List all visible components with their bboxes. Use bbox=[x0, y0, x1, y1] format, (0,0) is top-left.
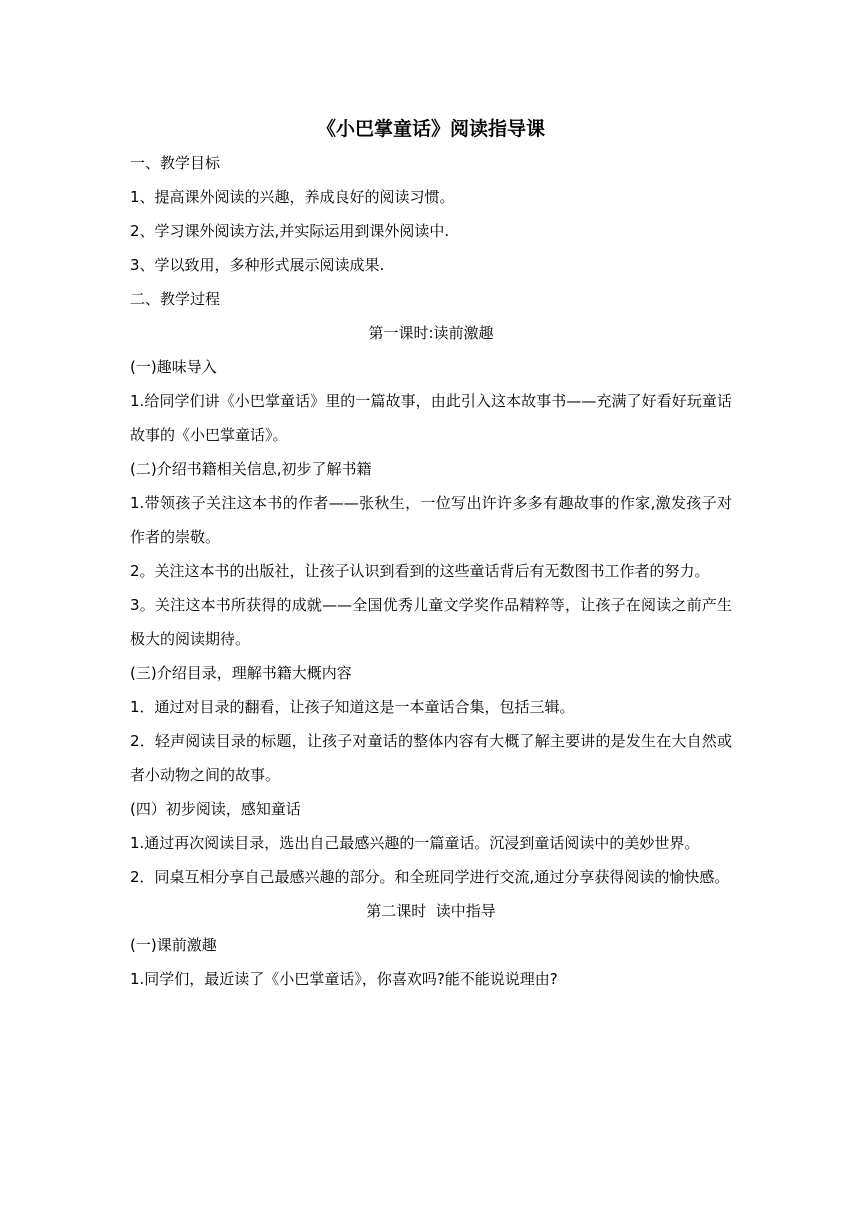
objective-item-1: 1、提高课外阅读的兴趣，养成良好的阅读习惯。 bbox=[130, 188, 455, 206]
paragraph: 2．轻声阅读目录的标题，让孩子对童话的整体内容有大概了解主要讲的是发生在大自然或者小动物之间的故事。 bbox=[130, 732, 732, 784]
paragraph: 1.同学们，最近读了《小巴掌童话》，你喜欢吗?能不能说说理由? bbox=[130, 970, 558, 988]
section-heading-objectives: 一、教学目标 bbox=[130, 154, 221, 172]
objective-item-2: 2、学习课外阅读方法,并实际运用到课外阅读中. bbox=[130, 222, 450, 240]
document-title: 《小巴掌童话》阅读指导课 bbox=[316, 118, 545, 140]
paragraph: 3。关注这本书所获得的成就——全国优秀儿童文学奖作品精粹等，让孩子在阅读之前产生极大的阅读期待。 bbox=[130, 596, 732, 648]
paragraph: 1.通过再次阅读目录，选出自己最感兴趣的一篇童话。沉浸到童话阅读中的美妙世界。 bbox=[130, 834, 700, 852]
lesson-heading-2: 第二课时 读中指导 bbox=[366, 902, 496, 920]
subsection-heading: (一)课前激趣 bbox=[130, 936, 217, 954]
paragraph: 1．通过对目录的翻看，让孩子知道这是一本童话合集，包括三辑。 bbox=[130, 698, 575, 716]
paragraph: 2．同桌互相分享自己最感兴趣的部分。和全班同学进行交流,通过分享获得阅读的愉快感。 bbox=[130, 868, 730, 886]
subsection-heading: (三)介绍目录，理解书籍大概内容 bbox=[130, 664, 352, 682]
document-page bbox=[130, 112, 732, 996]
lesson-heading-1: 第一课时:读前激趣 bbox=[368, 324, 494, 342]
paragraph: 1.给同学们讲《小巴掌童话》里的一篇故事，由此引入这本故事书——充满了好看好玩童话故事的《小巴掌童话》。 bbox=[130, 392, 732, 444]
paragraph: 2。关注这本书的出版社，让孩子认识到看到的这些童话背后有无数图书工作者的努力。 bbox=[130, 562, 710, 580]
section-heading-process: 二、教学过程 bbox=[130, 290, 221, 308]
objective-item-3: 3、学以致用，多种形式展示阅读成果. bbox=[130, 256, 385, 274]
subsection-heading: (一)趣味导入 bbox=[130, 358, 217, 376]
subsection-heading: (二)介绍书籍相关信息,初步了解书籍 bbox=[130, 460, 372, 478]
subsection-heading: (四）初步阅读，感知童话 bbox=[130, 800, 301, 818]
paragraph: 1.带领孩子关注这本书的作者——张秋生，一位写出许许多多有趣故事的作家,激发孩子对作者的崇敬。 bbox=[130, 494, 732, 546]
